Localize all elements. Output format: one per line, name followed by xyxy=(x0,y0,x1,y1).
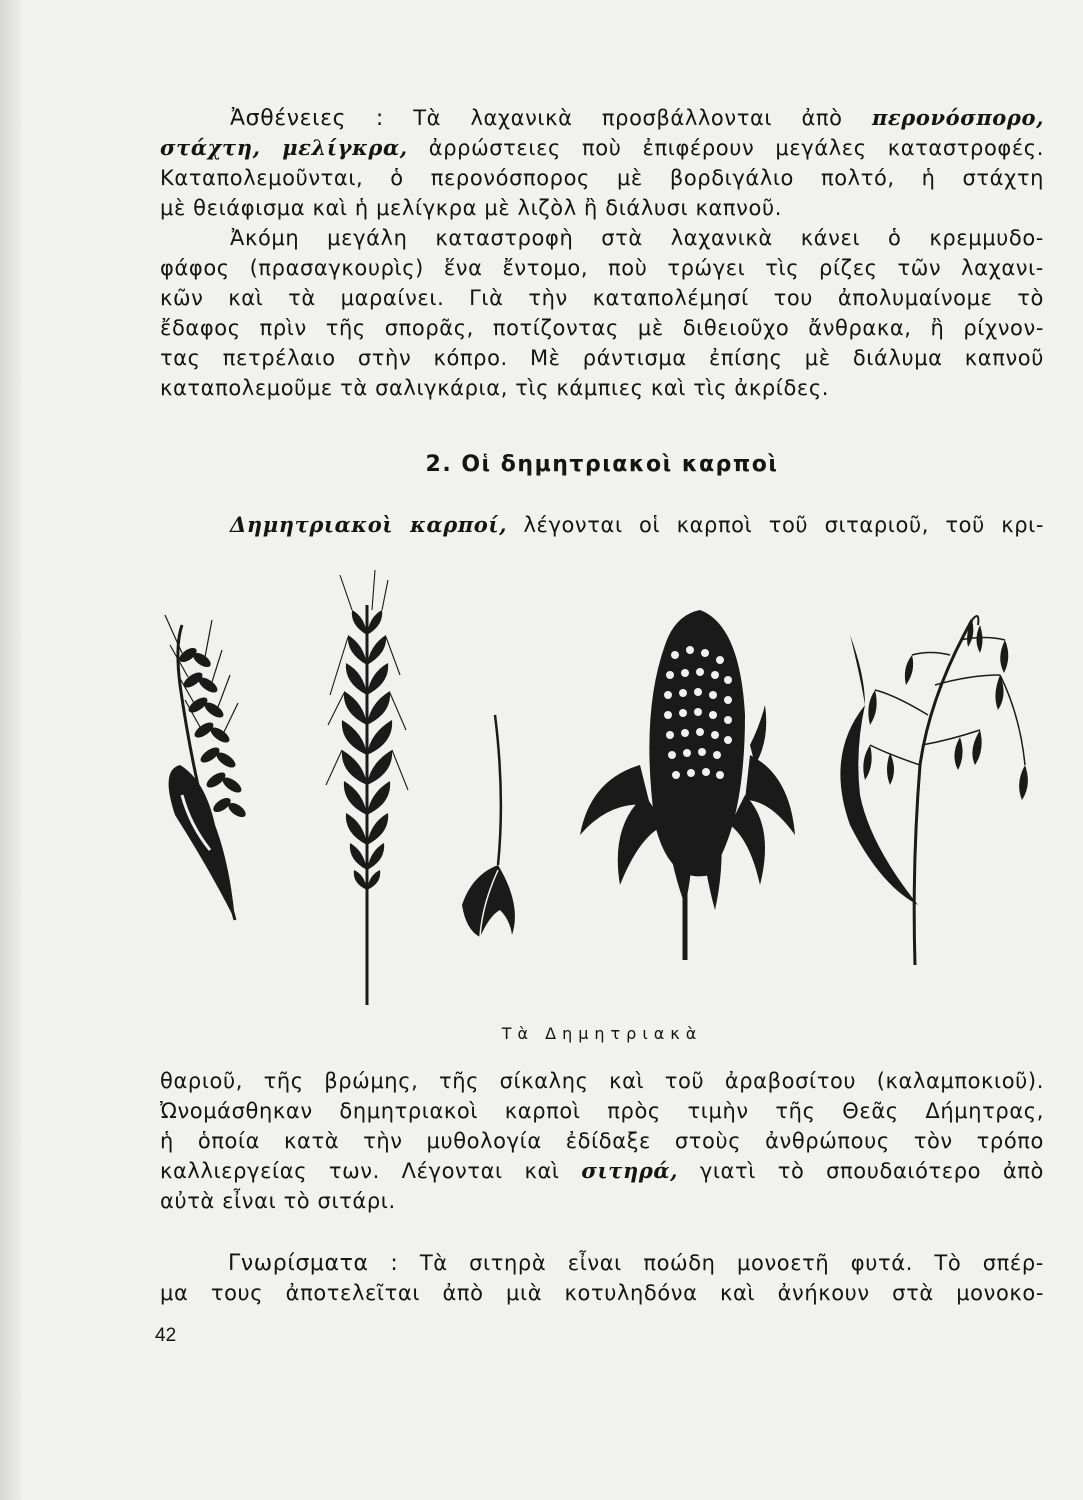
section-heading: 2. Οἱ δημητριακοὶ καρποὶ xyxy=(425,452,779,477)
cereals-intro xyxy=(160,510,1044,540)
text-line: καταπολεμοῦμε τὰ σαλιγκάρια, τὶς κάμπιες καὶ τὶς ἀκρίδες. xyxy=(160,376,830,400)
text-line: στάχτη, μελίγκρα, ἀρρώστειες ποὺ ἐπιφέρουν μεγάλες καταστροφές. xyxy=(160,135,1044,160)
figure-caption: Τὰ Δημητριακὰ xyxy=(501,1024,703,1043)
text-line: Ἀκόμη μεγάλη καταστροφὴ στὰ λαχανικὰ κάνει ὁ κρεμμυδο- xyxy=(230,226,1044,250)
barley-grain-illustration xyxy=(462,715,515,937)
cereals-figure xyxy=(160,565,1044,1005)
text-line: τας πετρέλαιο στὴν κόπρο. Μὲ ράντισμα ἐπίσης μὲ διάλυμα καπνοῦ xyxy=(160,346,1044,370)
text-line: μὲ θειάφισμα καὶ ἡ μελίγκρα μὲ λιζὸλ ἢ διάλυσι καπνοῦ. xyxy=(160,196,782,220)
text-line: ἔδαφος πρὶν τῆς σπορᾶς, ποτίζοντας μὲ διθειοῦχο ἄνθρακα, ἢ ρίχνον- xyxy=(160,316,1044,340)
text-line: φάφος (πρασαγκουρὶς) ἕνα ἔντομο, ποὺ τρώγει τὶς ρίζες τῶν λαχανι- xyxy=(160,256,1044,280)
text-line: κῶν καὶ τὰ μαραίνει. Γιὰ τὴν καταπολέμησί του ἀπολυμαίνομε τὸ xyxy=(160,286,1044,310)
text-line: ἡ ὁποία κατὰ τὴν μυθολογία ἐδίδαξε στοὺς ἀνθρώπους τὸν τρόπο xyxy=(160,1129,1044,1153)
text-line: Καταπολεμοῦνται, ὁ περονόσπορος μὲ βορδιγάλιο πολτό, ἡ στάχτη xyxy=(160,166,1044,190)
text-line: αὐτὰ εἶναι τὸ σιτάρι. xyxy=(160,1189,396,1213)
text-line: Ὠνομάσθηκαν δημητριακοὶ καρποὶ πρὸς τιμὴν τῆς Θεᾶς Δήμητρας, xyxy=(160,1099,1044,1123)
text-line: Ἀσθένειες : Τὰ λαχανικὰ προσβάλλονται ἀπὸ περονόσπορο, xyxy=(230,105,1044,131)
diseases-paragraph xyxy=(160,103,1044,403)
text-line: μα τους ἀποτελεῖται ἀπὸ μιὰ κοτυληδόνα καὶ ἀνήκουν στὰ μονοκο- xyxy=(160,1281,1044,1305)
text-line: Γνωρίσματα : Τὰ σιτηρὰ εἶναι ποώδη μονοετῆ φυτά. Τὸ σπέρ- xyxy=(228,1251,1044,1276)
maize-ear-illustration xyxy=(580,610,795,960)
page-number: 42 xyxy=(155,1325,177,1346)
rye-ear-illustration xyxy=(165,615,248,920)
text-line: Δημητριακοὶ καρποί, λέγονται οἱ καρποὶ τοῦ σιταριοῦ, τοῦ κρι- xyxy=(230,512,1044,537)
diseases-lead: Ἀσθένειες : xyxy=(230,106,384,131)
text-line: θαριοῦ, τῆς βρώμης, τῆς σίκαλης καὶ τοῦ ἀραβοσίτου (καλαμποκιοῦ). xyxy=(160,1069,1044,1093)
page-edge xyxy=(0,0,22,1500)
cereals-illustration xyxy=(160,565,1044,1005)
characteristics-lead: Γνωρίσματα : xyxy=(228,1251,399,1276)
text-line: καλλιεργείας των. Λέγονται καὶ σιτηρά, γιατὶ τὸ σπουδαιότερο ἀπὸ xyxy=(160,1158,1044,1183)
characteristics-paragraph xyxy=(160,1248,1044,1308)
cereals-paragraph xyxy=(160,1066,1044,1216)
wheat-ear-illustration xyxy=(326,570,408,1005)
oat-plant-illustration xyxy=(840,616,1027,965)
